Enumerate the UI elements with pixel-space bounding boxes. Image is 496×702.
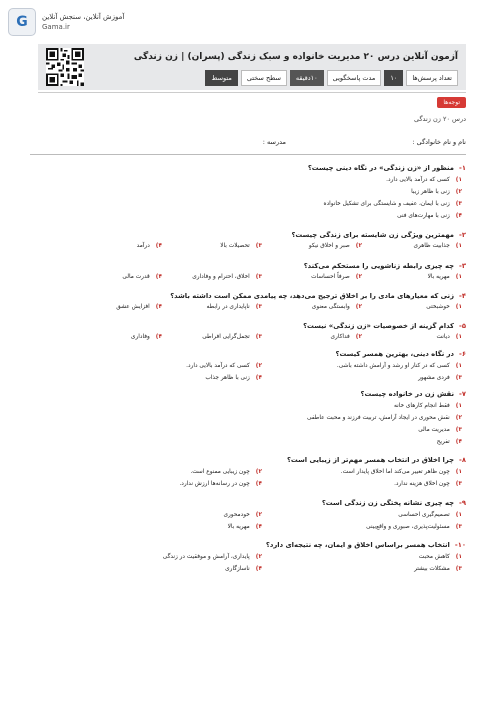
question-number: ۸- — [459, 456, 466, 464]
option-text: قدرت مالی — [122, 274, 150, 280]
answer-option[interactable] — [418, 427, 462, 433]
option-number: ۳) — [455, 427, 462, 433]
option-text: جذابیت ظاهری — [413, 243, 450, 249]
option-text: خوشبختی — [426, 304, 450, 310]
option-number: ۳) — [455, 566, 462, 572]
option-number: ۱) — [455, 274, 462, 280]
answer-option[interactable] — [223, 512, 262, 518]
exam-header — [38, 44, 466, 90]
answer-option[interactable] — [312, 304, 362, 310]
brand — [8, 8, 124, 36]
option-text: زنی با ظاهر زیبا — [411, 189, 450, 195]
option-number: ۱) — [455, 334, 462, 340]
option-text: درآمد — [136, 243, 150, 249]
question-text — [303, 322, 466, 330]
level-value: متوسط — [205, 70, 237, 86]
option-number: ۴) — [255, 566, 262, 572]
option-number: ۱) — [455, 403, 462, 409]
answer-option[interactable] — [192, 274, 262, 280]
question-prompt: مهمترین ویژگی زن شایسته برای زندگی چیست؟ — [291, 231, 455, 239]
answer-option[interactable] — [163, 554, 262, 560]
option-text: کسی که درآمد بالایی دارد. — [386, 177, 450, 183]
gama-logo-icon: G — [8, 8, 36, 36]
option-number: ۴) — [155, 334, 162, 340]
answer-option[interactable] — [426, 304, 462, 310]
option-number: ۳) — [455, 201, 462, 207]
answer-option[interactable] — [331, 334, 363, 340]
option-text: زنی با ظاهر جذاب — [205, 375, 250, 381]
option-text: اخلاق، احترام و وفاداری — [192, 274, 250, 280]
answer-option[interactable] — [419, 554, 462, 560]
option-number: ۳) — [255, 243, 262, 249]
option-number: ۲) — [355, 274, 362, 280]
duration-value: ۱۰دقیقه — [290, 70, 324, 86]
option-text: مهریه بالا — [227, 524, 250, 530]
option-text: تصمیم‌گیری احساسی — [398, 512, 450, 518]
option-number: ۱) — [455, 512, 462, 518]
option-text: چون در رسانه‌ها ارزش ندارد. — [179, 481, 250, 487]
option-text: چون ظاهر تغییر می‌کند اما اخلاق پایدار است. — [340, 469, 450, 475]
option-text: مدیریت مالی — [418, 427, 450, 433]
question-number: ۳- — [459, 262, 466, 270]
option-number: ۲) — [455, 189, 462, 195]
answer-option[interactable] — [131, 334, 162, 340]
brand-site: Gama.ir — [42, 23, 70, 31]
option-text: وفاداری — [130, 334, 150, 340]
option-text: صبر و اخلاق نیکو — [308, 243, 350, 249]
count-value: ۱۰ — [384, 70, 403, 86]
option-number: ۴) — [255, 375, 262, 381]
question-number: ۶- — [459, 350, 466, 358]
answer-option[interactable] — [122, 274, 162, 280]
answer-option[interactable] — [220, 243, 262, 249]
question-prompt: چه چیزی رابطه زناشویی را مستحکم می‌کند؟ — [303, 262, 455, 270]
answer-option[interactable] — [324, 201, 462, 207]
option-text: فداکاری — [330, 334, 350, 340]
option-number: ۲) — [455, 415, 462, 421]
option-number: ۳) — [255, 274, 262, 280]
answer-option[interactable] — [186, 363, 262, 369]
option-number: ۳) — [255, 334, 262, 340]
answer-option[interactable] — [413, 243, 462, 249]
header-divider — [38, 92, 466, 93]
option-number: ۱) — [455, 304, 462, 310]
option-text: ناپایداری در رابطه — [206, 304, 250, 310]
question-text — [304, 262, 466, 270]
option-text: تجمل‌گرایی افراطی — [202, 334, 250, 340]
answer-option[interactable] — [411, 189, 462, 195]
option-number: ۲) — [255, 554, 262, 560]
option-text: صرفاً احساسات — [311, 274, 350, 280]
question-text — [336, 350, 466, 358]
answer-option[interactable] — [386, 177, 462, 183]
count-label: تعداد پرسش‌ها — [406, 70, 458, 86]
option-number: ۴) — [155, 243, 162, 249]
answer-option[interactable] — [366, 524, 462, 530]
option-text: فردی مشهور — [418, 375, 450, 381]
option-number: ۴) — [255, 524, 262, 530]
option-text: فقط انجام کارهای خانه — [393, 403, 450, 409]
answer-option[interactable] — [311, 274, 362, 280]
question-text — [308, 164, 466, 172]
option-text: ناسازگاری — [225, 566, 250, 572]
answer-option[interactable] — [225, 566, 262, 572]
question-number: ۱- — [459, 164, 466, 172]
question-number: ۵- — [459, 322, 466, 330]
answer-option[interactable] — [206, 304, 262, 310]
option-number: ۳) — [455, 375, 462, 381]
question-text — [266, 541, 466, 549]
option-number: ۳) — [255, 304, 262, 310]
brand-name: آموزش آنلاین، سنجش آنلاین — [42, 13, 125, 21]
answer-option[interactable] — [116, 304, 162, 310]
option-text: کسی که در کنار او رشد و آرامش داشته باشی. — [336, 363, 450, 369]
question-text — [170, 292, 466, 300]
question-text — [322, 499, 466, 507]
option-number: ۱) — [455, 554, 462, 560]
answer-option[interactable] — [414, 566, 462, 572]
question-number: ۱۰- — [454, 541, 466, 549]
question-text — [287, 456, 466, 464]
qr-code-icon — [46, 48, 84, 86]
option-text: چون زیبایی ممنوع است. — [190, 469, 250, 475]
answer-option[interactable] — [137, 243, 162, 249]
option-number: ۲) — [255, 512, 262, 518]
option-number: ۴) — [155, 304, 162, 310]
answer-option[interactable] — [202, 334, 262, 340]
option-number: ۴) — [455, 439, 462, 445]
answer-option[interactable] — [309, 243, 362, 249]
answer-option[interactable] — [394, 403, 462, 409]
question-prompt: منظور از «زن زندگی» در نگاه دینی چیست؟ — [307, 164, 455, 172]
option-number: ۲) — [255, 469, 262, 475]
answer-option[interactable] — [205, 375, 262, 381]
option-number: ۳) — [455, 524, 462, 530]
option-text: زنی با مهارت‌های فنی — [397, 213, 450, 219]
answer-option[interactable] — [394, 481, 462, 487]
question-prompt: نقش زن در خانواده چیست؟ — [360, 390, 455, 398]
option-number: ۱) — [455, 177, 462, 183]
question-prompt: در نگاه دینی، بهترین همسر کیست؟ — [335, 350, 455, 358]
question-prompt: زنی که معیارهای مادی را بر اخلاق ترجیح می‌دهد، چه پیامدی ممکن است داشته باشد؟ — [170, 292, 455, 300]
option-text: خودمحوری — [223, 512, 250, 518]
option-number: ۲) — [255, 363, 262, 369]
answer-option[interactable] — [228, 524, 262, 530]
option-number: ۴) — [155, 274, 162, 280]
option-number: ۱) — [455, 243, 462, 249]
option-text: دیانت — [436, 334, 450, 340]
top-bar — [0, 0, 496, 44]
name-divider — [30, 154, 466, 155]
option-text: تفریح — [436, 439, 450, 445]
school-label: مدرسه : — [262, 138, 286, 146]
option-number: ۲) — [355, 304, 362, 310]
answer-option[interactable] — [337, 363, 462, 369]
option-text: نقش محوری در ایجاد آرامش، تربیت فرزند و محبت عاطفی — [307, 415, 450, 421]
option-text: وابستگی معنوی — [311, 304, 350, 310]
option-number: ۲) — [355, 334, 362, 340]
question-prompt: انتخاب همسر براساس اخلاق و ایمان، چه نتیجه‌ای دارد؟ — [265, 541, 450, 549]
duration-label: مدت پاسخگویی — [327, 70, 382, 86]
option-number: ۱) — [455, 363, 462, 369]
question-prompt: چه چیزی نشانه پختگی زن زندگی است؟ — [321, 499, 455, 507]
option-text: کسی که درآمد بالایی دارد. — [186, 363, 250, 369]
question-prompt: چرا اخلاق در انتخاب همسر مهم‌تر از زیبایی است؟ — [286, 456, 455, 464]
exam-title: آزمون آنلاین درس ۲۰ مدیریت خانواده و سبک زندگی (پسران) | زن زندگی — [133, 52, 458, 62]
answer-option[interactable] — [179, 481, 262, 487]
option-number: ۴) — [255, 481, 262, 487]
answer-option[interactable] — [437, 334, 462, 340]
option-text: مشکلات بیشتر — [414, 566, 450, 572]
note-badge: توجه‌ها — [437, 97, 466, 108]
option-text: تحصیلات بالا — [220, 243, 250, 249]
course-line: درس ۲۰ زن زندگی — [414, 115, 466, 123]
option-number: ۳) — [455, 481, 462, 487]
answer-option[interactable] — [428, 274, 462, 280]
question-number: ۴- — [459, 292, 466, 300]
question-number: ۲- — [459, 231, 466, 239]
brand-text — [42, 12, 124, 32]
option-number: ۲) — [355, 243, 362, 249]
question-prompt: کدام گزینه از خصوصیات «زن زندگی» نیست؟ — [303, 322, 455, 330]
question-number: ۷- — [459, 390, 466, 398]
answer-option[interactable] — [307, 415, 462, 421]
name-label: نام و نام خانوادگی : — [412, 138, 466, 146]
option-text: افزایش عشق — [116, 304, 150, 310]
answer-option[interactable] — [437, 439, 462, 445]
answer-option[interactable] — [398, 512, 462, 518]
answer-option[interactable] — [341, 469, 462, 475]
question-text — [291, 231, 466, 239]
question-text — [361, 390, 466, 398]
option-text: پایداری، آرامش و موفقیت در زندگی — [162, 554, 250, 560]
answer-option[interactable] — [418, 375, 462, 381]
option-text: مسئولیت‌پذیری، صبوری و واقع‌بینی — [366, 524, 450, 530]
option-text: زنی با ایمان، عفیف و شایستگی برای تشکیل خانواده — [323, 201, 450, 207]
option-text: کاهش محبت — [418, 554, 450, 560]
option-text: چون اخلاق هزینه ندارد. — [394, 481, 450, 487]
question-number: ۹- — [459, 499, 466, 507]
answer-option[interactable] — [190, 469, 262, 475]
option-number: ۱) — [455, 469, 462, 475]
exam-info-chips — [205, 70, 458, 86]
option-text: مهریه بالا — [427, 274, 450, 280]
option-number: ۴) — [455, 213, 462, 219]
answer-option[interactable] — [397, 213, 462, 219]
level-label: سطح سختی — [241, 70, 287, 86]
